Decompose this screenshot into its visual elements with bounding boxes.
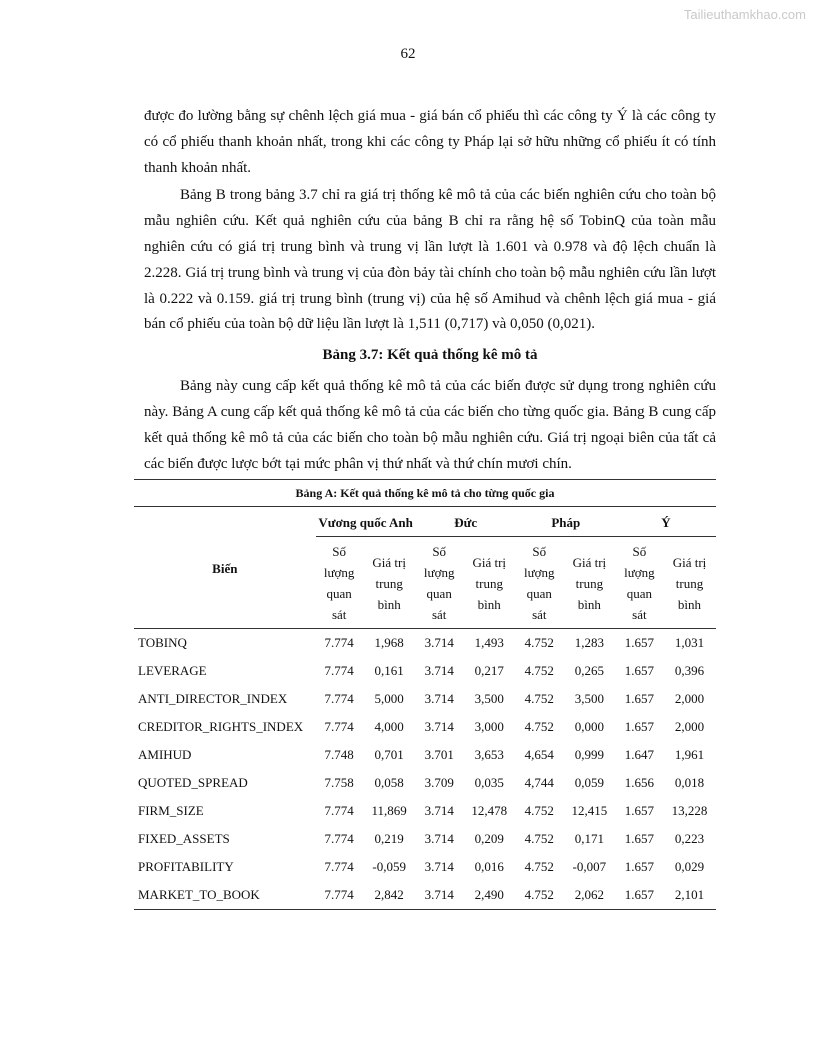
page-content [138,104,716,910]
header-word: lượng [323,565,355,581]
mean-value-cell: 4,000 [374,719,404,735]
obs-count-cell: 1.657 [624,831,655,847]
obs-count-cell: 7.748 [324,747,354,763]
mean-value-cell: 0,209 [474,831,504,847]
mean-value-cell: 0,000 [574,719,604,735]
mean-value-cell: 1,968 [374,635,404,651]
obs-count-cell: 1.657 [624,719,655,735]
country-header-france: Pháp [516,507,616,537]
table-row [134,685,716,713]
mean-value-header [363,537,416,629]
table-row [134,797,716,825]
obs-count-cell: 4.752 [524,859,554,875]
header-word: quan [626,586,653,602]
obs-count-cell: 4,744 [524,775,554,791]
obs-count-cell: 7.774 [324,859,354,875]
table-row [134,629,716,658]
obs-count-cell: 1.657 [624,803,655,819]
table-caption: Bảng A: Kết quả thống kê mô tả cho từng quốc gia [134,480,716,507]
mean-value-cell: 13,228 [671,803,708,819]
header-word: Số [332,544,347,560]
header-word: bình [577,596,601,612]
variable-column-header: Biến [134,507,316,629]
mean-value-cell: 0,029 [674,859,705,875]
variable-name-cell: MARKET_TO_BOOK [134,881,316,910]
obs-count-cell: 1.656 [624,775,655,791]
obs-count-header [316,537,363,629]
obs-count-cell: 4,654 [524,747,554,763]
mean-value-cell: 0,396 [674,663,705,679]
mean-value-cell: 2,101 [663,881,716,910]
header-word: Giá trị [572,554,607,570]
obs-count-cell: 1.657 [616,881,663,910]
header-word: trung [575,575,604,591]
mean-value-cell: 1,493 [474,635,504,651]
table-row [134,881,716,910]
variable-name-cell: FIRM_SIZE [138,803,204,819]
mean-value-cell: 0,219 [374,831,404,847]
variable-name-cell: QUOTED_SPREAD [138,775,248,791]
paragraph-continued: được đo lường bằng sự chênh lệch giá mua - giá bán cổ phiếu thì các công ty Ý là các công ty có cổ phiếu thanh khoản nhất, trong khi các công ty Pháp lại sở hữu những cổ phiếu ít có tính thanh khoản nhất. [144,108,716,176]
mean-value-cell: 0,223 [674,831,705,847]
country-header-italy: Ý [616,507,716,537]
obs-count-cell: 7.774 [324,663,354,679]
mean-value-cell: 0,161 [374,663,404,679]
header-word: lượng [624,565,655,581]
obs-count-cell: 3.714 [424,831,454,847]
variable-name-cell: CREDITOR_RIGHTS_INDEX [138,719,304,735]
obs-count-cell: 7.774 [324,635,354,651]
header-word: lượng [524,565,555,581]
obs-count-cell: 4.752 [516,881,563,910]
paragraph-table-b-summary: Bảng B trong bảng 3.7 chỉ ra giá trị thống kê mô tả của các biến nghiên cứu cho toàn bộ mẫu nghiên cứu. Kết quả nghiên cứu của bảng B chỉ ra rằng hệ số TobinQ của toàn mẫu nghiên cứu có giá trị trung bình và trung vị lần lượt là 1.601 và 0.978 và độ lệch chuẩn là 2.228. Giá trị trung bình và trung vị của đòn bảy tài chính cho toàn bộ mẫu nghiên cứu lần lượt là 0.222 và 0.159. giá trị trung bình (trung vị) của hệ số Amihud và chênh lệch giá mua - giá bán cổ phiếu của toàn bộ dữ liệu lần lượt là 1,511 (0,717) và 0,050 (0,021). [144,187,716,333]
header-word: Giá trị [472,554,507,570]
mean-value-cell: 2,000 [674,691,705,707]
header-word: lượng [423,565,455,581]
obs-count-cell: 7.774 [324,719,354,735]
table-row [134,853,716,881]
table-heading: Bảng 3.7: Kết quả thống kê mô tả [322,347,538,364]
obs-count-cell: 3.714 [416,881,463,910]
obs-count-cell: 3.714 [424,803,454,819]
obs-count-header [616,537,663,629]
variable-name-cell: TOBINQ [138,635,187,651]
header-word: bình [477,596,501,612]
obs-count-cell: 4.752 [524,691,554,707]
obs-count-cell: 7.758 [324,775,354,791]
header-word: Số [532,544,547,560]
country-header-germany: Đức [416,507,516,537]
mean-value-cell: 2,490 [463,881,516,910]
obs-count-cell: 1.657 [624,635,655,651]
mean-value-cell: 2,842 [363,881,416,910]
obs-count-cell: 4.752 [524,719,554,735]
variable-name-cell: PROFITABILITY [138,859,234,875]
obs-count-cell: 3.714 [424,691,454,707]
mean-value-header [463,537,516,629]
mean-value-cell: 0,018 [674,775,705,791]
obs-count-cell: 7.774 [316,881,363,910]
mean-value-cell: 0,999 [574,747,604,763]
table-row [134,825,716,853]
mean-value-cell: 11,869 [371,803,407,819]
variable-name-cell: FIXED_ASSETS [138,831,230,847]
table-row [134,657,716,685]
header-word: sát [331,607,347,623]
table-body [134,629,716,910]
mean-value-cell: 3,500 [574,691,604,707]
header-word: quan [426,586,452,602]
variable-name-cell: AMIHUD [138,747,192,763]
mean-value-cell: 1,283 [574,635,604,651]
obs-count-cell: 4.752 [524,635,554,651]
mean-value-cell: 0,035 [474,775,504,791]
obs-count-header [416,537,463,629]
obs-count-cell: 7.774 [324,691,354,707]
mean-value-cell: 0,059 [574,775,604,791]
header-word: sát [532,607,547,623]
mean-value-cell: -0,059 [372,859,406,875]
mean-value-cell: 2,000 [674,719,705,735]
obs-count-cell: 7.774 [324,831,354,847]
obs-count-cell: 1.657 [624,859,655,875]
variable-name-cell: LEVERAGE [138,663,207,679]
mean-value-header [563,537,616,629]
header-word: trung [375,575,403,591]
mean-value-cell: 12,478 [471,803,508,819]
mean-value-cell: 1,961 [674,747,705,763]
mean-value-cell: 0,171 [574,831,604,847]
obs-count-cell: 4.752 [524,831,554,847]
header-word: Giá trị [672,554,707,570]
mean-value-cell: 3,000 [474,719,504,735]
header-word: sát [632,607,647,623]
header-word: trung [475,575,503,591]
obs-count-header [516,537,563,629]
obs-count-cell: 7.774 [324,803,354,819]
header-word: quan [326,586,352,602]
mean-value-cell: -0,007 [572,859,607,875]
table-row [134,741,716,769]
obs-count-cell: 3.714 [424,635,454,651]
watermark: Tailieuthamkhao.com [683,7,806,22]
table-intro-paragraph: Bảng này cung cấp kết quả thống kê mô tả của các biến được sử dụng trong nghiên cứu này. Bảng A cung cấp kết quả thống kê mô tả của các biến cho từng quốc gia. Bảng B cung cấp kết quả thống kê mô tả của các biến cho toàn bộ mẫu nghiên cứu. Giá trị ngoại biên của tất cả các biến được lược bớt tại mức phân vị thứ nhất và thứ chín mươi chín. [144,378,716,472]
obs-count-cell: 4.752 [524,663,554,679]
descriptive-stats-table [134,479,716,910]
header-word: sát [431,607,447,623]
header-word: trung [675,575,704,591]
obs-count-cell: 4.752 [524,803,554,819]
obs-count-cell: 3.714 [424,663,454,679]
page-number: 62 [400,46,416,62]
obs-count-cell: 3.709 [424,775,454,791]
header-word: Số [632,544,647,560]
mean-value-cell: 3,500 [474,691,504,707]
mean-value-cell: 12,415 [571,803,608,819]
header-word: Số [432,544,447,560]
obs-count-cell: 1.647 [624,747,655,763]
mean-value-cell: 0,701 [374,747,404,763]
header-word: Giá trị [372,554,406,570]
obs-count-cell: 3.714 [424,859,454,875]
mean-value-cell: 5,000 [374,691,404,707]
variable-name-cell: ANTI_DIRECTOR_INDEX [138,691,288,707]
mean-value-cell: 2,062 [563,881,616,910]
table-row [134,713,716,741]
mean-value-cell: 0,217 [474,663,504,679]
obs-count-cell: 3.701 [424,747,454,763]
obs-count-cell: 1.657 [624,691,655,707]
mean-value-cell: 3,653 [474,747,504,763]
country-header-uk: Vương quốc Anh [316,507,416,537]
mean-value-header [663,537,716,629]
obs-count-cell: 3.714 [424,719,454,735]
header-word: quan [526,586,552,602]
header-word: bình [677,596,702,612]
obs-count-cell: 1.657 [624,663,655,679]
table-row [134,769,716,797]
mean-value-cell: 0,058 [374,775,404,791]
mean-value-cell: 0,265 [574,663,604,679]
mean-value-cell: 1,031 [674,635,705,651]
mean-value-cell: 0,016 [474,859,504,875]
header-word: bình [377,596,401,612]
